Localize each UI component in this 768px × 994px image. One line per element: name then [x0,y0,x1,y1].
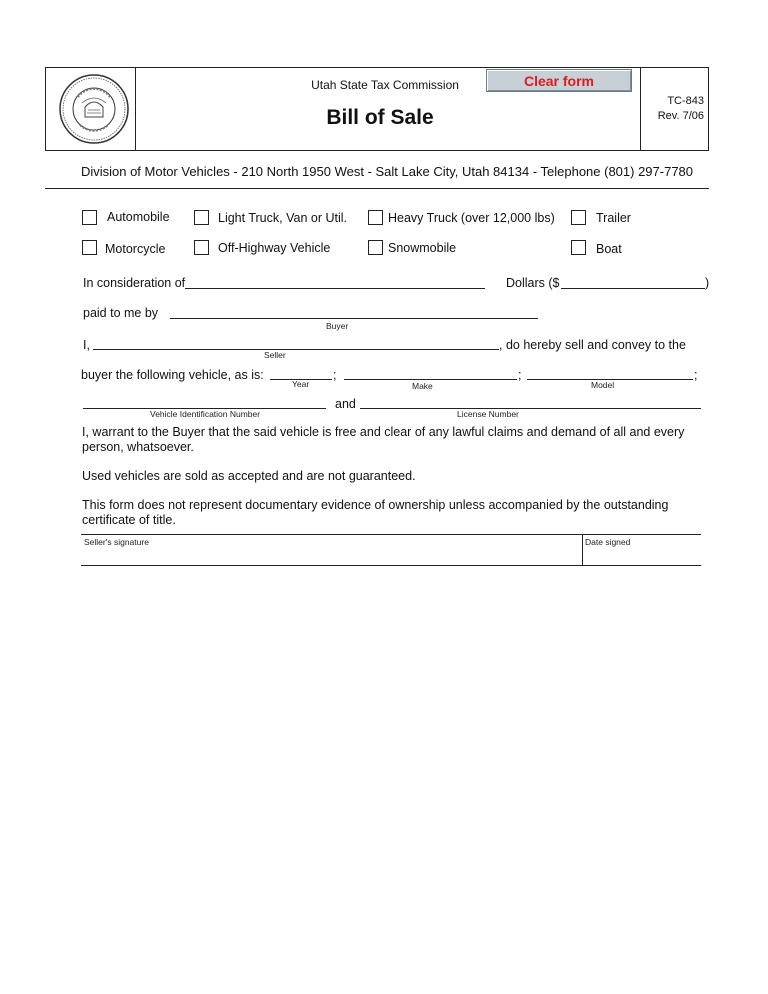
automobile-label: Automobile [107,210,170,224]
boat-checkbox[interactable] [571,240,586,255]
page-title: Bill of Sale [326,106,434,129]
automobile-checkbox[interactable] [82,210,97,225]
motorcycle-label: Motorcycle [105,242,166,256]
signature-box [81,534,701,566]
dollars-close-paren: ) [705,276,710,290]
seller-caption: Seller [264,350,286,360]
license-caption: License Number [457,409,519,419]
date-signed-label: Date signed [585,537,631,547]
boat-label: Boat [596,242,622,256]
snowmobile-checkbox[interactable] [368,240,383,255]
dollars-amount-field[interactable] [561,288,705,289]
heavy-truck-label: Heavy Truck (over 12,000 lbs) [388,211,555,225]
dollars-label: Dollars ($ [506,276,560,290]
heavy-truck-checkbox[interactable] [368,210,383,225]
date-signed-field[interactable] [583,545,700,566]
dmv-address: Division of Motor Vehicles - 210 North 1950 West - Salt Lake City, Utah 84134 - Telephone (801) 297-7780 [80,164,694,179]
agency-name: Utah State Tax Commission [311,78,459,92]
used-vehicles-paragraph: Used vehicles are sold as accepted and are not guaranteed. [82,469,416,483]
year-caption: Year [292,379,310,389]
clear-form-button[interactable]: Clear form [486,69,632,92]
vin-caption: Vehicle Identification Number [150,409,261,419]
buyer-name-field[interactable] [170,318,538,319]
light-truck-label: Light Truck, Van or Util. [218,211,347,225]
consideration-amount-field[interactable] [185,288,485,289]
form-revision: Rev. 7/06 [657,110,704,122]
off-highway-checkbox[interactable] [194,240,209,255]
form-number-block [640,94,704,124]
model-separator: ; [694,368,698,382]
snowmobile-label: Snowmobile [388,241,457,255]
ownership-notice-paragraph: This form does not represent documentary evidence of ownership unless accompanied by the outstanding certificate of title. [82,498,669,527]
year-separator: ; [333,368,337,382]
off-highway-label: Off-Highway Vehicle [218,241,331,255]
trailer-label: Trailer [596,211,631,225]
seller-name-field[interactable] [93,349,499,350]
model-caption: Model [591,380,615,390]
form-number: TC-843 [667,95,704,107]
license-number-field[interactable] [360,408,701,409]
i-label: I, [83,338,90,352]
header-divider [135,68,136,150]
state-seal-icon [58,73,130,145]
divider [45,188,709,189]
consideration-label: In consideration of [83,276,186,290]
buyer-caption: Buyer [326,321,349,331]
make-field[interactable] [344,379,517,380]
paid-by-label: paid to me by [83,306,159,320]
seller-signature-field[interactable] [81,545,581,566]
buyer-vehicle-label: buyer the following vehicle, as is: [81,368,264,382]
warranty-paragraph: I, warrant to the Buyer that the said vehicle is free and clear of any lawful claims and demand of all and every person, whatsoever. [82,425,685,454]
make-separator: ; [518,368,522,382]
light-truck-checkbox[interactable] [194,210,209,225]
and-label: and [335,397,356,411]
make-caption: Make [412,381,433,391]
seller-signature-label: Seller's signature [84,537,149,547]
motorcycle-checkbox[interactable] [82,240,97,255]
sell-convey-text: , do hereby sell and convey to the [499,338,686,352]
trailer-checkbox[interactable] [571,210,586,225]
